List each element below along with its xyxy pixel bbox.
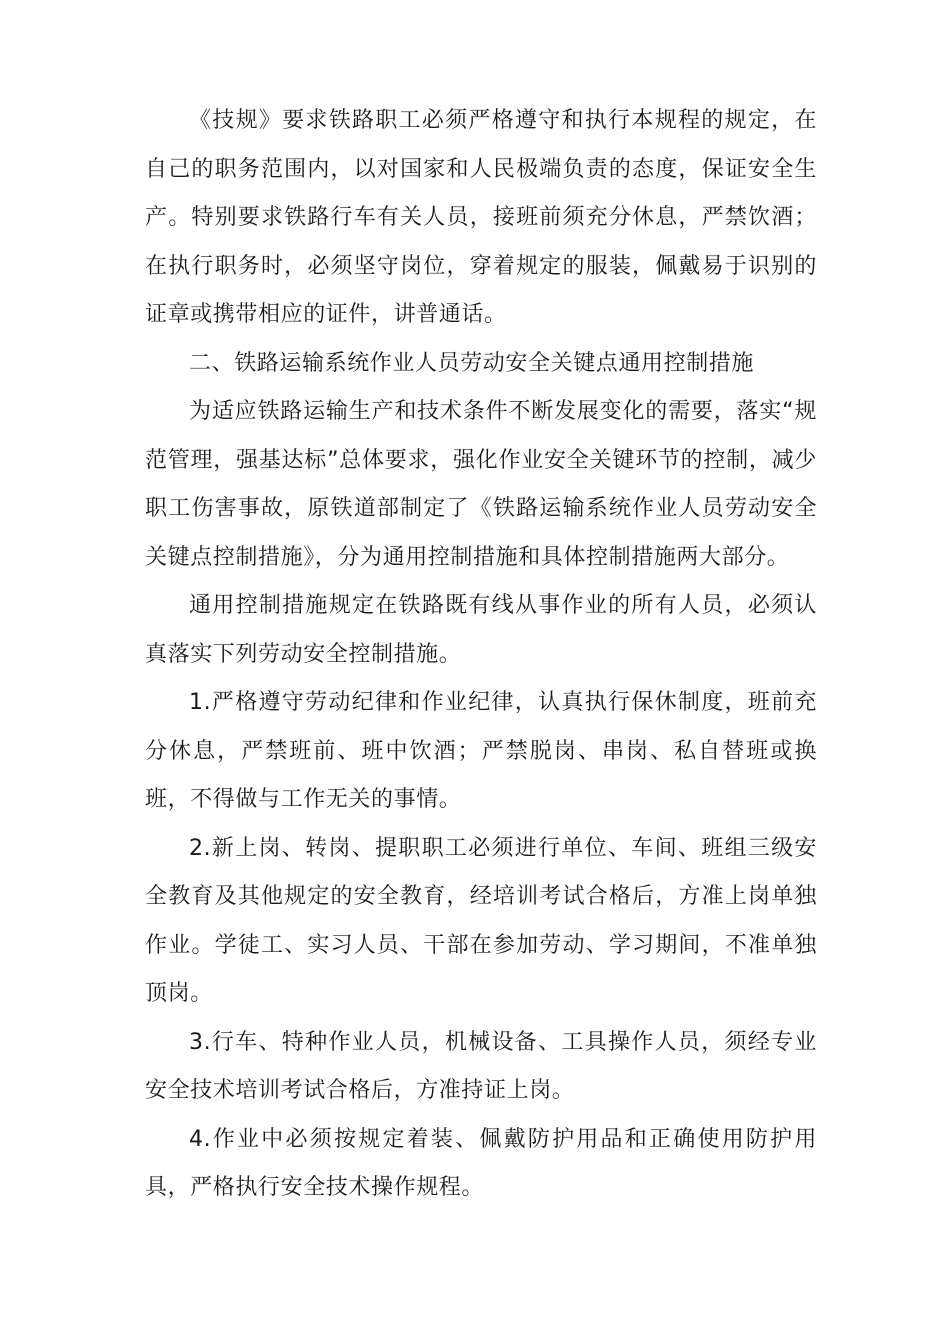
- list-item-1: 1.严格遵守劳动纪律和作业纪律，认真执行保休制度，班前充分休息，严禁班前、班中饮酒；严禁脱岗、串岗、私自替班或换班，不得做与工作无关的事情。: [145, 690, 817, 812]
- section-heading-general-control-measures: 二、铁路运输系统作业人员劳动安全关键点通用控制措施: [189, 350, 755, 376]
- list-item-3: 3.行车、特种作业人员，机械设备、工具操作人员，须经专业安全技术培训考试合格后，方准持证上岗。: [145, 1029, 817, 1103]
- document-body: [145, 97, 817, 1213]
- paragraph-general-measures-scope: 通用控制措施规定在铁路既有线从事作业的所有人员，必须认真落实下列劳动安全控制措施。: [145, 593, 817, 667]
- list-item-4: 4.作业中必须按规定着装、佩戴防护用品和正确使用防护用具，严格执行安全技术操作规程。: [145, 1126, 817, 1200]
- list-item-2: 2.新上岗、转岗、提职职工必须进行单位、车间、班组三级安全教育及其他规定的安全教育，经培训考试合格后，方准上岗单独作业。学徒工、实习人员、干部在参加劳动、学习期间，不准单独顶岗。: [145, 835, 817, 1006]
- paragraph-regulation-requirements: 《技规》要求铁路职工必须严格遵守和执行本规程的规定，在自己的职务范围内，以对国家和人民极端负责的态度，保证安全生产。特别要求铁路行车有关人员，接班前须充分休息，严禁饮酒；在执行职务时，必须坚守岗位，穿着规定的服装，佩戴易于识别的证章或携带相应的证件，讲普通话。: [145, 108, 817, 327]
- paragraph-background: 为适应铁路运输生产和技术条件不断发展变化的需要，落实“规范管理，强基达标”总体要求，强化作业安全关键环节的控制，减少职工伤害事故，原铁道部制定了《铁路运输系统作业人员劳动安全关键点控制措施》，分为通用控制措施和具体控制措施两大部分。: [145, 399, 817, 570]
